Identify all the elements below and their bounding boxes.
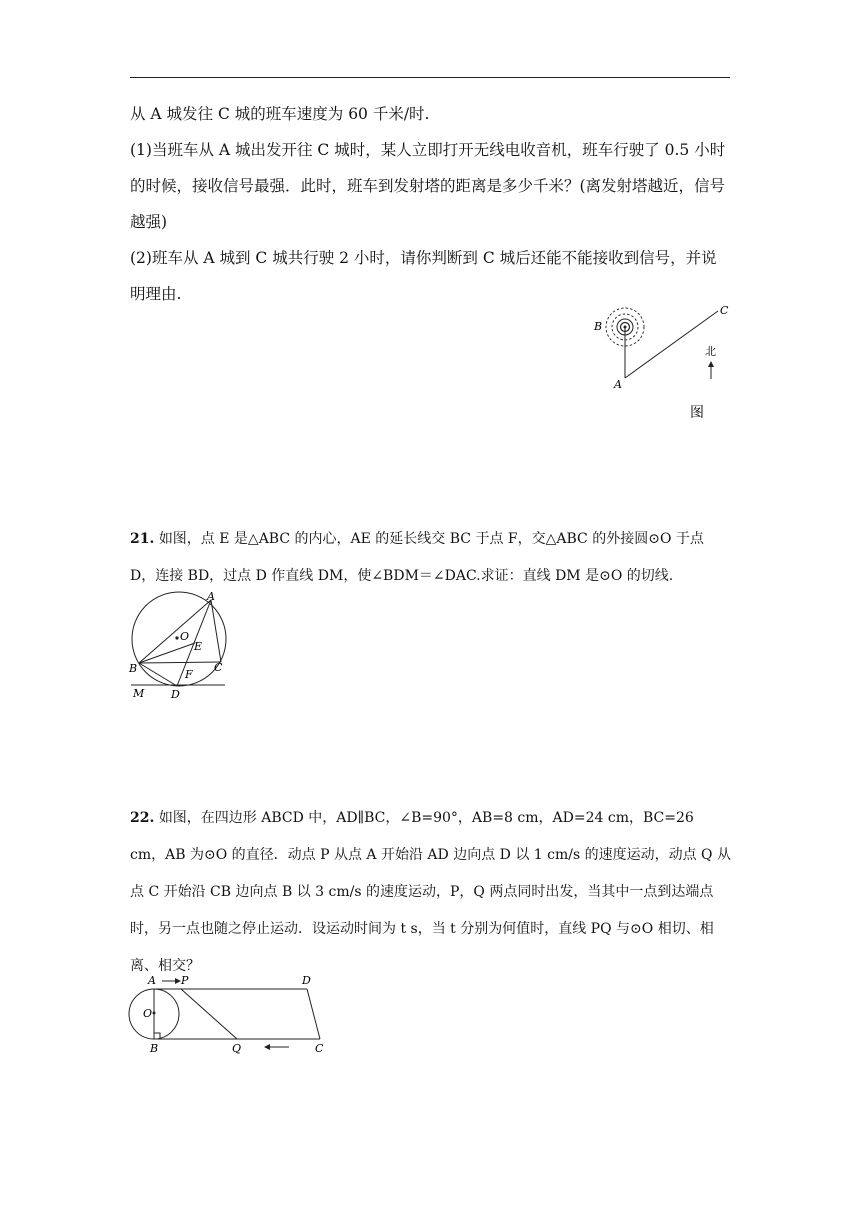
north-label: 北: [705, 345, 716, 358]
q22-body: 如图，在四边形 ABCD 中，AD∥BC，∠B=90°，AB=8 cm，AD=24 cm，BC=26 cm，AB 为⊙O 的直径．动点 P 从点 A 开始沿 AD 边向点 D 以 1 cm/s 的速度运动，动点 Q 从点 C 开始沿 CB 边向点 B 以 3 cm/s 的速度运动，P，Q 两点同时出发，当其中一点到达端点时，另一点也随之停止运动．设运动时间为 t s，当 t 分别为何值时，直线 PQ 与⊙O 相切、相离、相交？: [130, 810, 731, 974]
figure-caption: 图: [690, 405, 704, 421]
label-q: Q: [232, 1042, 242, 1055]
q20-intro: 从 A 城发往 C 城的班车速度为 60 千米/时.: [130, 105, 430, 123]
q20-part2: (2)班车从 A 城到 C 城共行驶 2 小时，请你判断到 C 城后还能不能接收到信号，并说明理由.: [130, 249, 717, 303]
label-c: C: [214, 661, 223, 674]
label-o: O: [180, 630, 190, 643]
header-rule: [130, 77, 730, 78]
label-d: D: [302, 974, 311, 987]
q22-text: [130, 800, 732, 985]
arrow-left-icon: [264, 1044, 270, 1050]
q21-number: 21.: [130, 531, 155, 547]
north-arrow-icon: [708, 361, 714, 367]
label-f: F: [185, 668, 193, 681]
side-ab: [139, 600, 211, 663]
label-c: C: [315, 1042, 324, 1055]
side-bc: [139, 662, 221, 663]
label-o: O: [143, 1007, 153, 1020]
label-e: E: [194, 640, 203, 653]
q22-number: 22.: [130, 810, 155, 826]
line-bd: [139, 663, 177, 686]
side-dc: [307, 989, 320, 1039]
label-b: B: [129, 662, 138, 675]
q22-figure: [122, 968, 332, 1058]
label-a: A: [148, 974, 156, 987]
label-p: P: [181, 974, 189, 987]
q20-figure: [585, 300, 745, 425]
q21-body: 如图，点 E 是△ABC 的内心，AE 的延长线交 BC 于点 F，交△ABC 的外接圆⊙O 于点 D，连接 BD，过点 D 作直线 DM，使∠BDM＝∠DAC.求证：直线 DM 是⊙O 的切线.: [130, 531, 704, 584]
q20-part1: (1)当班车从 A 城出发开往 C 城时，某人立即打开无线电收音机，班车行驶了 0.5 小时的时候，接收信号最强．此时，班车到发射塔的距离是多少千米？(离发射塔越近，信号越强): [130, 141, 726, 231]
line-be: [139, 643, 195, 663]
center-o-dot: [175, 636, 178, 639]
q21-figure: [125, 590, 235, 702]
segment-pq: [181, 989, 237, 1039]
label-a: A: [614, 378, 622, 391]
label-m: M: [133, 687, 145, 700]
q21-text: [130, 521, 732, 595]
center-o-dot: [153, 1012, 156, 1015]
label-c: C: [720, 304, 729, 317]
label-b: B: [594, 320, 603, 333]
label-d: D: [171, 688, 180, 701]
label-a: A: [207, 590, 215, 603]
label-b: B: [150, 1042, 159, 1055]
